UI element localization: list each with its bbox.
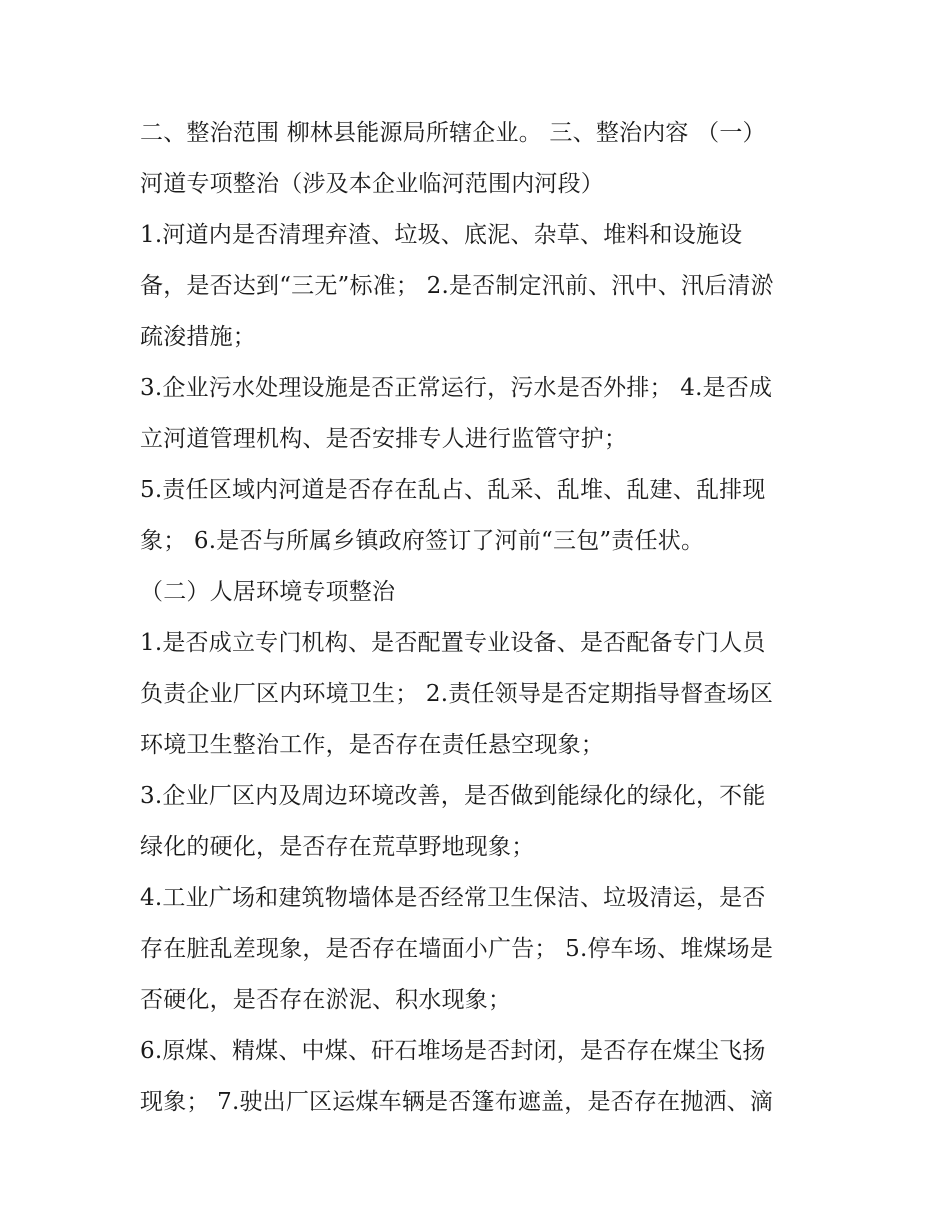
text-line: 3.企业厂区内及周边环境改善，是否做到能绿化的绿化，不能 — [140, 783, 766, 809]
text-line: 4.工业广场和建筑物墙体是否经常卫生保洁、垃圾清运，是否 — [140, 885, 766, 911]
text-line: 5.责任区域内河道是否存在乱占、乱采、乱堆、乱建、乱排现 — [140, 477, 766, 503]
text-line: 立河道管理机构、是否安排专人进行监管守护； — [140, 426, 628, 452]
document-body — [140, 108, 820, 1128]
text-line: 否硬化，是否存在淤泥、积水现象； — [140, 987, 512, 1013]
text-line: 象； 6.是否与所属乡镇政府签订了河前“三包”责任状。 — [140, 528, 705, 554]
text-line: 1.河道内是否清理弃渣、垃圾、底泥、杂草、堆料和设施设 — [140, 222, 743, 248]
text-line: 存在脏乱差现象，是否存在墙面小广告； 5.停车场、堆煤场是 — [140, 936, 774, 962]
text-line: 备，是否达到“三无”标准； 2.是否制定汛前、汛中、汛后清淤 — [140, 273, 774, 299]
text-line: 负责企业厂区内环境卫生； 2.责任领导是否定期指导督查场区 — [140, 681, 774, 707]
text-line: 河道专项整治（涉及本企业临河范围内河段） — [140, 171, 604, 197]
text-line: 环境卫生整治工作，是否存在责任悬空现象； — [140, 732, 604, 758]
section-heading: （二）人居环境专项整治 — [140, 579, 396, 605]
text-line: 3.企业污水处理设施是否正常运行，污水是否外排； 4.是否成 — [140, 375, 773, 401]
text-line: 绿化的硬化，是否存在荒草野地现象； — [140, 834, 535, 860]
text-line: 二、整治范围 柳林县能源局所辖企业。 三、整治内容 （一） — [140, 120, 766, 146]
text-line: 1.是否成立专门机构、是否配置专业设备、是否配备专门人员 — [140, 630, 766, 656]
text-line: 疏浚措施； — [140, 324, 256, 350]
text-line: 6.原煤、精煤、中煤、矸石堆场是否封闭，是否存在煤尘飞扬 — [140, 1038, 766, 1064]
text-line: 现象； 7.驶出厂区运煤车辆是否篷布遮盖，是否存在抛洒、滴 — [140, 1089, 774, 1115]
